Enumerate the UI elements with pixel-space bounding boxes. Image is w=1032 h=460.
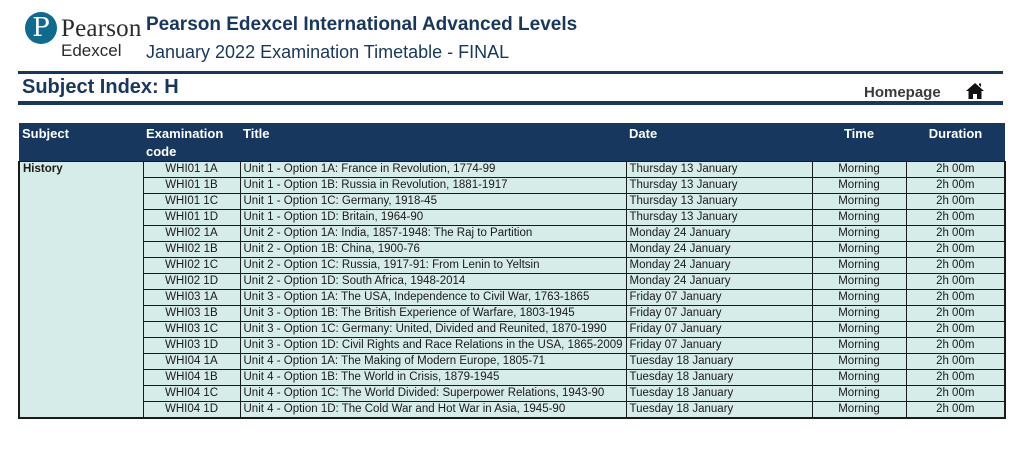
date-cell: Tuesday 18 January [626,402,812,419]
exam-code-cell: WHI01 1B [143,178,240,194]
title-cell: Unit 1 - Option 1C: Germany, 1918-45 [240,194,626,210]
table-row [19,242,1005,258]
exam-code-cell: WHI03 1D [143,338,240,354]
header-rule-top [18,71,1003,74]
table-row [19,354,1005,370]
title-cell: Unit 3 - Option 1B: The British Experience of Warfare, 1803-1945 [240,306,626,322]
title-cell: Unit 2 - Option 1A: India, 1857-1948: The Raj to Partition [240,226,626,242]
table-row [19,162,1005,178]
duration-cell: 2h 00m [906,290,1005,306]
date-cell: Tuesday 18 January [626,370,812,386]
exam-code-cell: WHI04 1C [143,386,240,402]
header-exam-code [143,123,240,162]
date-cell: Monday 24 January [626,226,812,242]
duration-cell: 2h 00m [906,338,1005,354]
title-cell: Unit 3 - Option 1D: Civil Rights and Race Relations in the USA, 1865-2009 [240,338,626,354]
header-rule-bottom [18,101,1003,105]
title-cell: Unit 2 - Option 1B: China, 1900-76 [240,242,626,258]
title-cell: Unit 1 - Option 1B: Russia in Revolution, 1881-1917 [240,178,626,194]
time-cell: Morning [812,258,906,274]
exam-code-cell: WHI03 1B [143,306,240,322]
time-cell: Morning [812,210,906,226]
duration-cell: 2h 00m [906,402,1005,419]
exam-code-cell: WHI01 1A [143,162,240,178]
header-title: Title [240,123,626,162]
date-cell: Thursday 13 January [626,210,812,226]
duration-cell: 2h 00m [906,162,1005,178]
duration-cell: 2h 00m [906,226,1005,242]
table-row [19,226,1005,242]
title-cell: Unit 1 - Option 1D: Britain, 1964-90 [240,210,626,226]
exam-code-cell: WHI02 1D [143,274,240,290]
home-icon[interactable] [965,82,985,100]
date-cell: Friday 07 January [626,290,812,306]
title-cell: Unit 3 - Option 1A: The USA, Independence to Civil War, 1763-1865 [240,290,626,306]
title-cell: Unit 4 - Option 1A: The Making of Modern Europe, 1805-71 [240,354,626,370]
table-row [19,338,1005,354]
page-title: Pearson Edexcel International Advanced Levels [146,14,578,35]
duration-cell: 2h 00m [906,354,1005,370]
time-cell: Morning [812,274,906,290]
duration-cell: 2h 00m [906,242,1005,258]
header-subject: Subject [19,123,143,162]
duration-cell: 2h 00m [906,194,1005,210]
date-cell: Monday 24 January [626,258,812,274]
exam-code-cell: WHI03 1A [143,290,240,306]
date-cell: Thursday 13 January [626,178,812,194]
table-row [19,306,1005,322]
exam-code-cell: WHI04 1B [143,370,240,386]
pearson-logo-mark: P [25,12,57,44]
time-cell: Morning [812,178,906,194]
time-cell: Morning [812,338,906,354]
duration-cell: 2h 00m [906,258,1005,274]
date-cell: Monday 24 January [626,242,812,258]
time-cell: Morning [812,306,906,322]
date-cell: Tuesday 18 January [626,354,812,370]
duration-cell: 2h 00m [906,370,1005,386]
table-row [19,290,1005,306]
table-row [19,322,1005,338]
exam-code-cell: WHI02 1A [143,226,240,242]
duration-cell: 2h 00m [906,322,1005,338]
table-header-row [19,123,1005,162]
table-body [19,162,1005,419]
title-cell: Unit 3 - Option 1C: Germany: United, Divided and Reunited, 1870-1990 [240,322,626,338]
date-cell: Friday 07 January [626,338,812,354]
exam-code-cell: WHI01 1D [143,210,240,226]
date-cell: Friday 07 January [626,322,812,338]
table-row [19,402,1005,419]
table-row [19,194,1005,210]
header-exam-code-line2: code [146,144,177,159]
exam-code-cell: WHI02 1C [143,258,240,274]
table-row [19,210,1005,226]
time-cell: Morning [812,226,906,242]
time-cell: Morning [812,322,906,338]
exam-code-cell: WHI04 1A [143,354,240,370]
title-cell: Unit 1 - Option 1A: France in Revolution, 1774-99 [240,162,626,178]
table-row [19,370,1005,386]
timetable [18,123,1006,419]
time-cell: Morning [812,402,906,419]
homepage-link[interactable]: Homepage [864,84,941,101]
title-cell: Unit 4 - Option 1B: The World in Crisis, 1879-1945 [240,370,626,386]
subject-cell: History [19,162,143,419]
time-cell: Morning [812,242,906,258]
header-exam-code-line1: Examination [146,126,224,141]
duration-cell: 2h 00m [906,178,1005,194]
title-cell: Unit 2 - Option 1C: Russia, 1917-91: From Lenin to Yeltsin [240,258,626,274]
title-cell: Unit 2 - Option 1D: South Africa, 1948-2014 [240,274,626,290]
date-cell: Thursday 13 January [626,162,812,178]
duration-cell: 2h 00m [906,210,1005,226]
exam-code-cell: WHI02 1B [143,242,240,258]
time-cell: Morning [812,290,906,306]
exam-code-cell: WHI03 1C [143,322,240,338]
duration-cell: 2h 00m [906,306,1005,322]
duration-cell: 2h 00m [906,274,1005,290]
date-cell: Thursday 13 January [626,194,812,210]
time-cell: Morning [812,194,906,210]
page-subtitle: January 2022 Examination Timetable - FINAL [146,42,510,62]
table-row [19,386,1005,402]
exam-code-cell: WHI04 1D [143,402,240,419]
table-row [19,178,1005,194]
table-row [19,274,1005,290]
time-cell: Morning [812,370,906,386]
date-cell: Tuesday 18 January [626,386,812,402]
header-time: Time [812,123,906,162]
exam-code-cell: WHI01 1C [143,194,240,210]
date-cell: Monday 24 January [626,274,812,290]
title-cell: Unit 4 - Option 1C: The World Divided: Superpower Relations, 1943-90 [240,386,626,402]
logo-brand-name: Pearson [61,15,142,42]
duration-cell: 2h 00m [906,386,1005,402]
header-duration: Duration [906,123,1005,162]
section-title: Subject Index: H [22,76,179,98]
time-cell: Morning [812,386,906,402]
title-cell: Unit 4 - Option 1D: The Cold War and Hot War in Asia, 1945-90 [240,402,626,419]
time-cell: Morning [812,354,906,370]
table-row [19,258,1005,274]
date-cell: Friday 07 January [626,306,812,322]
header-date: Date [626,123,812,162]
logo-sub-brand: Edexcel [61,41,122,60]
time-cell: Morning [812,162,906,178]
